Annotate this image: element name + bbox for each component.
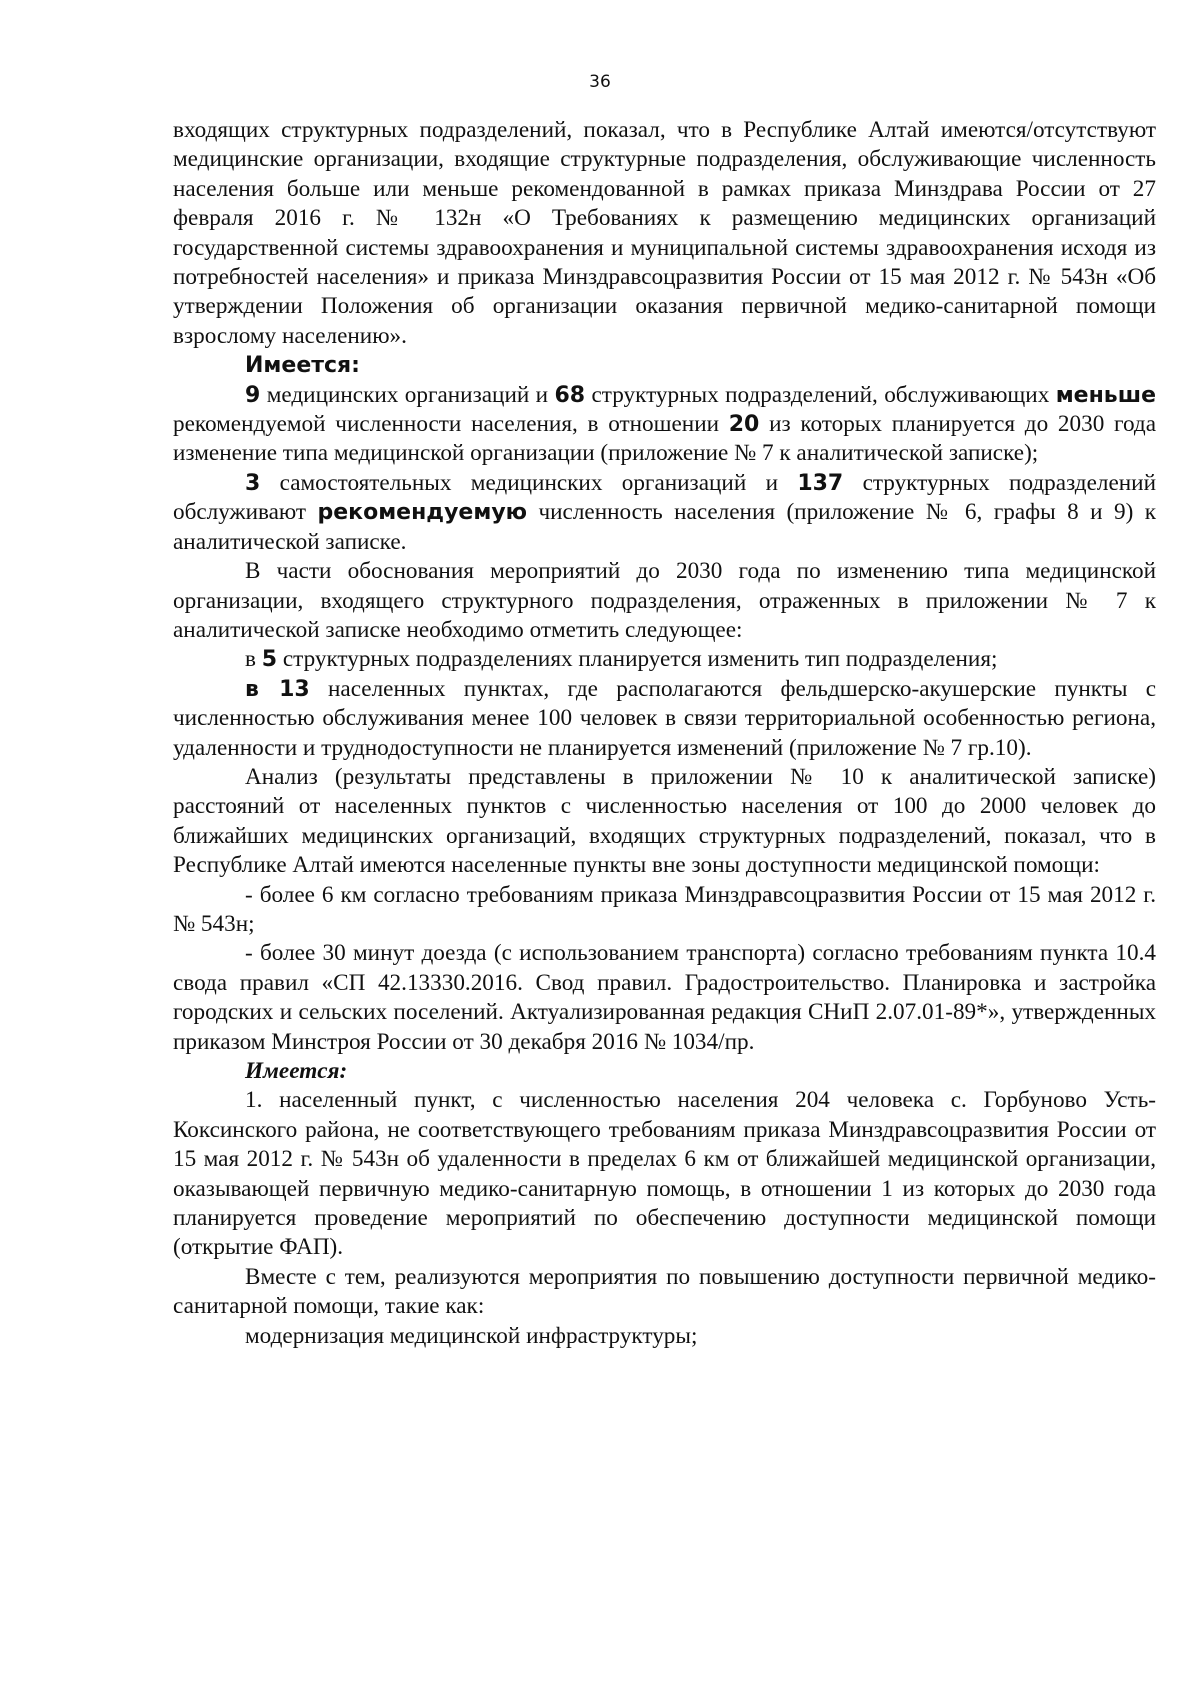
paragraph-measures: Вместе с тем, реализуются мероприятия по повышению доступности первичной медико-санитарной помощи, такие как: bbox=[173, 1263, 1156, 1320]
paragraph-modernization: модернизация медицинской инфраструктуры; bbox=[245, 1322, 698, 1349]
paragraph-distance-analysis: Анализ (результаты представлены в приложении № 10 к аналитической записке) расстояний от населенных пунктов с численностью населения от 100 до 2000 человек до ближайших медицинских организаций, входящих структурных подразделений, показал, что в Республике Алтай имеются населенные пункты вне зоны доступности медицинской помощи: bbox=[173, 763, 1156, 879]
document-body bbox=[173, 116, 1156, 1351]
paragraph-justification: В части обоснования мероприятий до 2030 года по изменению типа медицинской организации, входящего структурного подразделения, отраженных в приложении № 7 к аналитической записке необходимо отметить следующее: bbox=[173, 558, 1156, 643]
count-thirteen: в 13 bbox=[245, 676, 310, 702]
heading-available: Имеется: bbox=[245, 353, 360, 379]
count-structural-subdivisions: 137 bbox=[797, 470, 844, 496]
paragraph-fewer-population: 9 медицинских организаций и 68 структурных подразделений, обслуживающих меньше рекомендуемой численности населения, в отношении 20 из которых планируется до 2030 года изменение типа медицинской организации (приложение № 7 к аналитической записке); bbox=[173, 381, 1157, 467]
count-five: 5 bbox=[261, 647, 278, 673]
paragraph-recommended-population: 3 самостоятельных медицинских организаций и 137 структурных подразделений обслуживают рекомендуемую численность населения (приложение № 6, графы 8 и 9) к аналитической записке. bbox=[173, 469, 1156, 555]
page-number: 36 bbox=[589, 72, 611, 92]
emphasis-less: меньше bbox=[1055, 382, 1157, 408]
count-planned: 20 bbox=[728, 412, 760, 438]
list-item-thirty-minutes: - более 30 минут доезда (с использованием транспорта) согласно требованиям пункта 10.4 свода правил «СП 42.13330.2016. Свод правил. Градостроительство. Планировка и застройка городских и сельских поселений. Актуализированная редакция СНиП 2.07.01-89*», утвержденных приказом Минстроя России от 30 декабря 2016 № 1034/пр. bbox=[173, 940, 1156, 1055]
paragraph-five-subdivisions: в 5 структурных подразделениях планируется изменить тип подразделения; bbox=[245, 646, 998, 673]
count-organizations: 9 bbox=[245, 382, 261, 408]
paragraph-gorbunovo: 1. населенный пункт, с численностью населения 204 человека с. Горбуново Усть-Коксинского района, не соответствующего требованиям приказа Минздравсоцразвития России от 15 мая 2012 г. № 543н об удаленности в пределах 6 км от ближайшей медицинской организации, оказывающей первичную медико-санитарную помощь, в отношении 1 из которых до 2030 года планируется проведение мероприятий по обеспечению доступности медицинской помощи (открытие ФАП). bbox=[173, 1087, 1156, 1261]
heading-available-italic: Имеется: bbox=[245, 1058, 348, 1084]
emphasis-recommended: рекомендуемую bbox=[317, 500, 528, 526]
count-subdivisions: 68 bbox=[554, 382, 586, 408]
list-item-six-km: - более 6 км согласно требованиям приказа Минздравсоцразвития России от 15 мая 2012 г. № 543н; bbox=[173, 881, 1156, 937]
paragraph-thirteen-settlements: в 13 населенных пунктах, где располагаются фельдшерско-акушерские пункты с численностью обслуживания менее 100 человек в связи территориальной особенностью региона, удаленности и труднодоступности не планируется изменений (приложение № 7 гр.10). bbox=[173, 675, 1157, 761]
paragraph-analysis-intro: входящих структурных подразделений, показал, что в Республике Алтай имеются/отсутствуют медицинские организации, входящие структурные подразделения, обслуживающие численность населения больше или меньше рекомендованной в рамках приказа Минздрава России от 27 февраля 2016 г. № 132н «О Требованиях к размещению медицинских организаций государственной системы здравоохранения и муниципальной системы здравоохранения исходя из потребностей населения» и приказа Минздравсоцразвития России от 15 мая 2012 г. № 543н «Об утверждении Положения об организации оказания первичной медико-санитарной помощи взрослому населению». bbox=[173, 117, 1156, 349]
count-independent-organizations: 3 bbox=[245, 470, 261, 496]
